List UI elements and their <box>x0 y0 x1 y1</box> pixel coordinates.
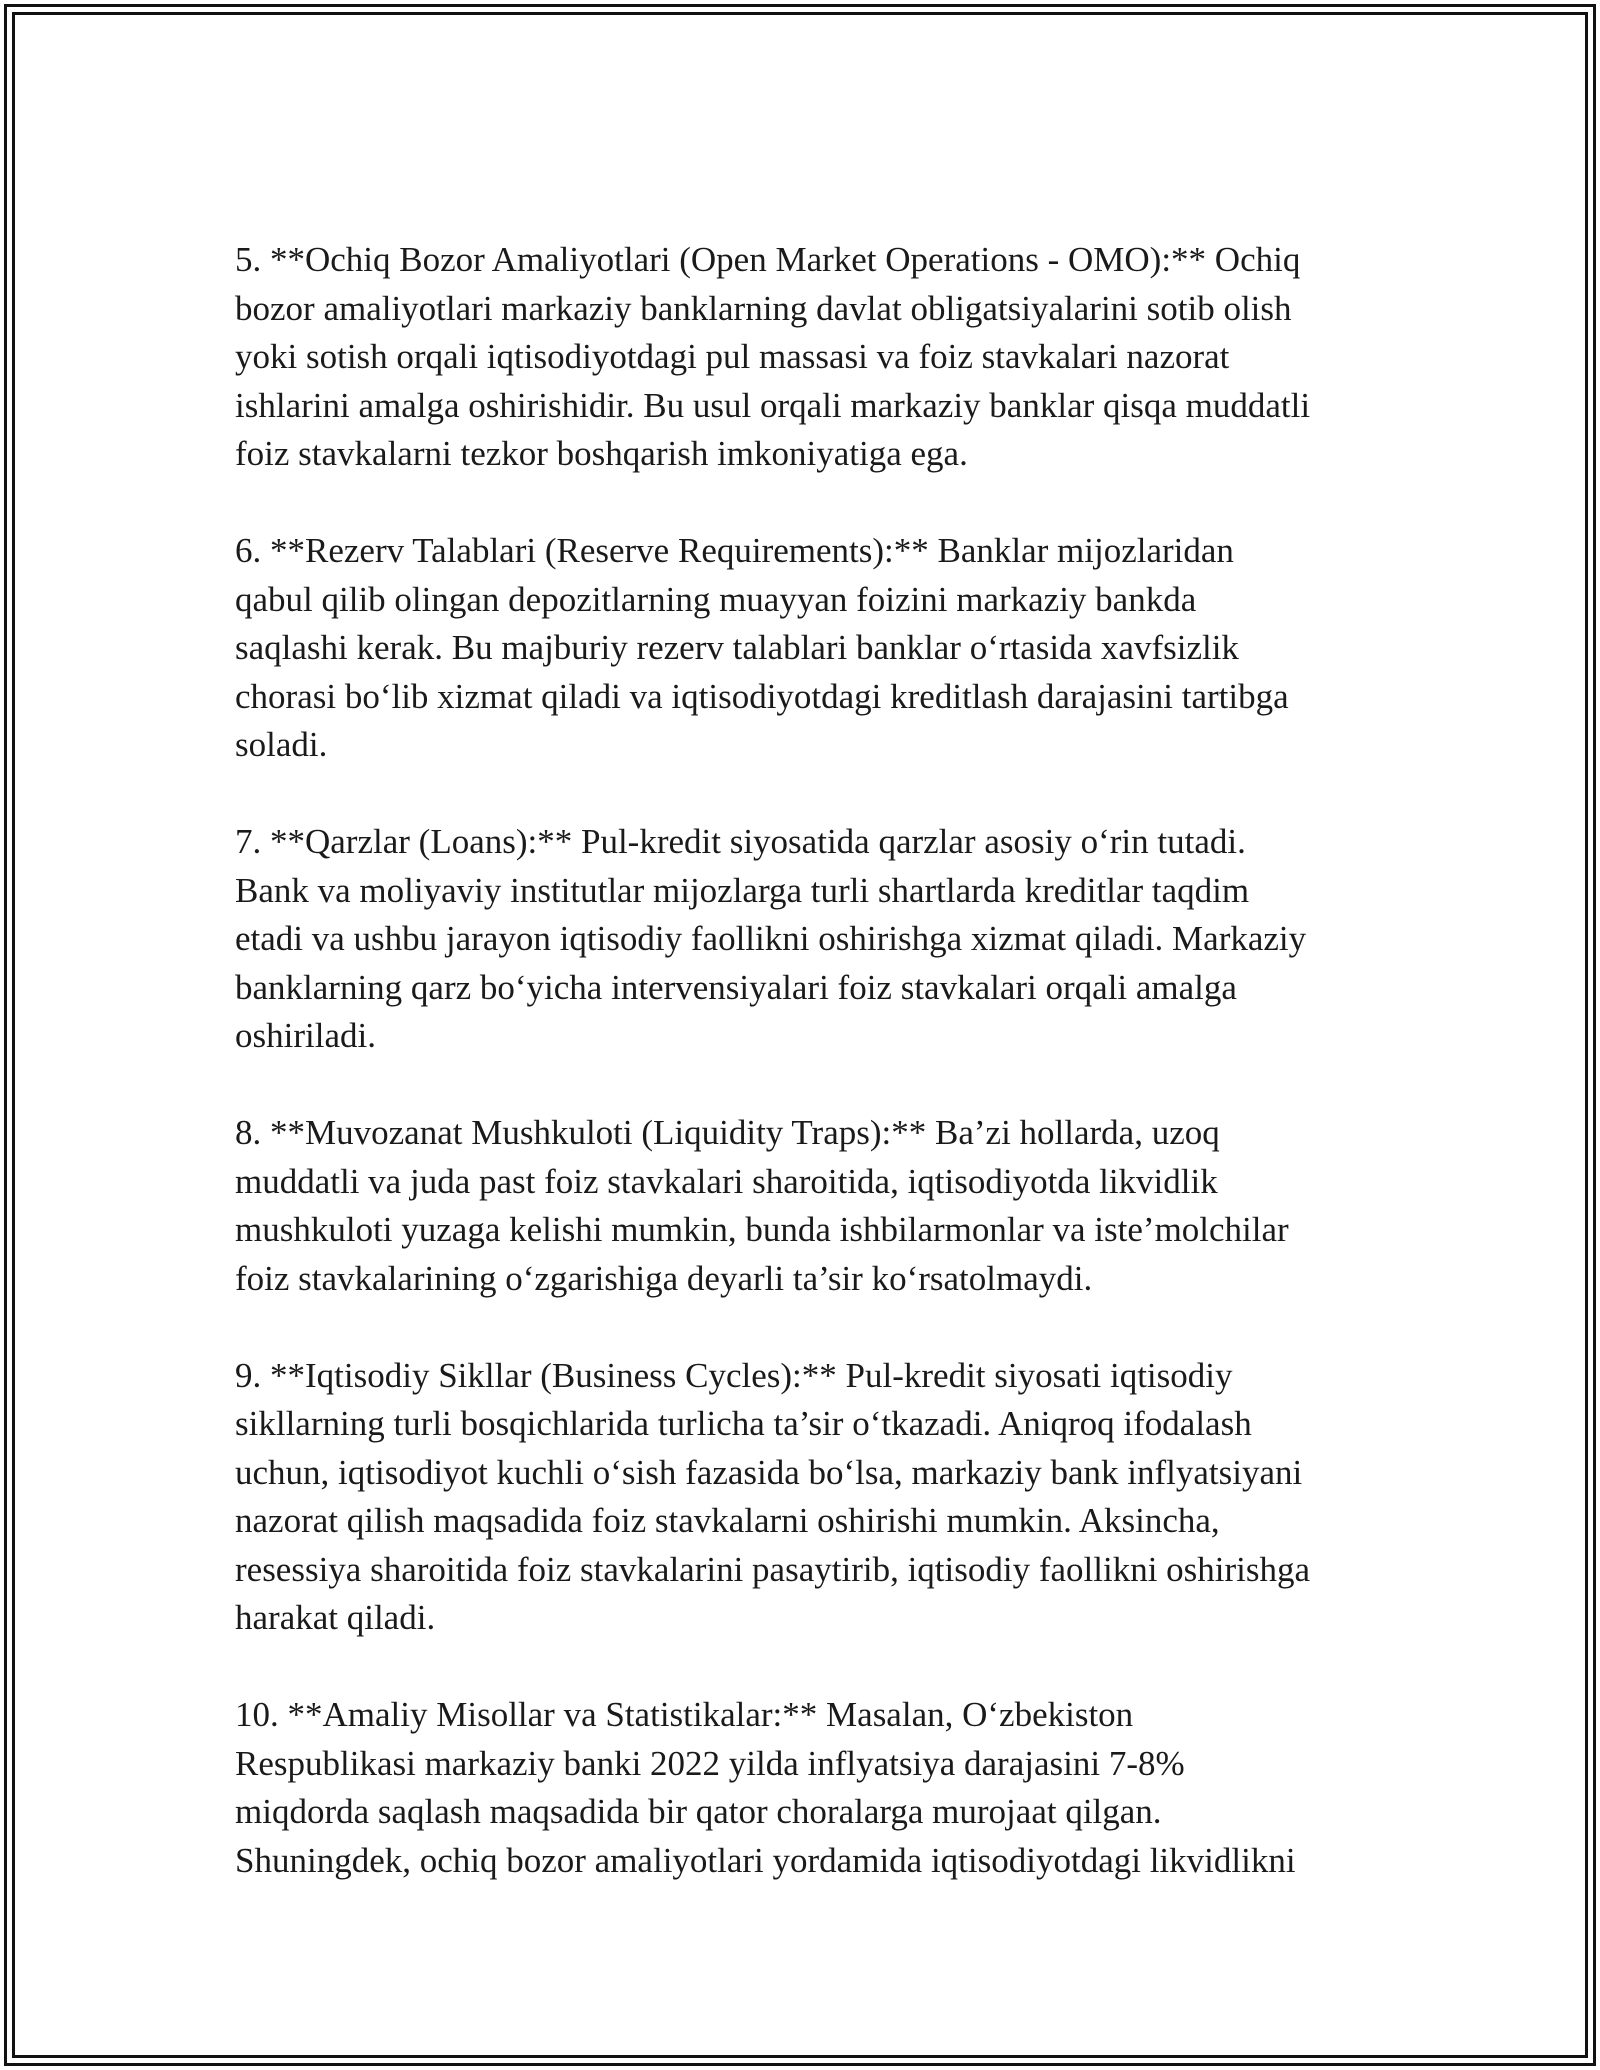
paragraph-practical-examples <box>235 1691 1370 1885</box>
text-line: etadi va ushbu jarayon iqtisodiy faollikni oshirishga xizmat qiladi. Markaziy <box>235 919 1307 958</box>
text-line: yoki sotish orqali iqtisodiyotdagi pul massasi va foiz stavkalari nazorat <box>235 337 1230 376</box>
text-line: mushkuloti yuzaga kelishi mumkin, bunda ishbilarmonlar va iste’molchilar <box>235 1210 1289 1249</box>
paragraph-loans <box>235 818 1370 1061</box>
text-line: 6. **Rezerv Talablari (Reserve Requirements):** Banklar mijozlaridan <box>235 531 1234 570</box>
text-line: ishlarini amalga oshirishidir. Bu usul orqali markaziy banklar qisqa muddatli <box>235 385 1311 425</box>
text-line: banklarning qarz bo‘yicha intervensiyalari foiz stavkalari orqali amalga <box>235 967 1237 1007</box>
text-line: miqdorda saqlash maqsadida bir qator choralarga murojaat qilgan. <box>235 1792 1162 1831</box>
text-line: Shuningdek, ochiq bozor amaliyotlari yordamida iqtisodiyotdagi likvidlikni <box>235 1840 1296 1880</box>
text-line: 9. **Iqtisodiy Sikllar (Business Cycles):** Pul-kredit siyosati iqtisodiy <box>235 1355 1233 1395</box>
text-line: saqlashi kerak. Bu majburiy rezerv talablari banklar o‘rtasida xavfsizlik <box>235 628 1239 667</box>
text-line: 10. **Amaliy Misollar va Statistikalar:** Masalan, O‘zbekiston <box>235 1695 1134 1734</box>
paragraph-reserve-requirements <box>235 527 1370 770</box>
text-line: chorasi bo‘lib xizmat qiladi va iqtisodiyotdagi kreditlash darajasini tartibga <box>235 676 1289 716</box>
paragraph-business-cycles <box>235 1352 1370 1643</box>
text-line: harakat qiladi. <box>235 1598 436 1637</box>
text-line: resessiya sharoitida foiz stavkalarini pasaytirib, iqtisodiy faollikni oshirishga <box>235 1549 1311 1589</box>
text-line: sikllarning turli bosqichlarida turlicha ta’sir o‘tkazadi. Aniqroq ifodalash <box>235 1404 1252 1443</box>
paragraph-open-market-operations <box>235 236 1370 479</box>
text-line: uchun, iqtisodiyot kuchli o‘sish fazasida bo‘lsa, markaziy bank inflyatsiyani <box>235 1452 1303 1492</box>
text-line: 8. **Muvozanat Mushkuloti (Liquidity Traps):** Ba’zi hollarda, uzoq <box>235 1113 1220 1152</box>
document-body <box>235 236 1370 1934</box>
text-line: foiz stavkalarining o‘zgarishiga deyarli ta’sir ko‘rsatolmaydi. <box>235 1258 1093 1298</box>
text-line: Bank va moliyaviy institutlar mijozlarga turli shartlarda kreditlar taqdim <box>235 870 1250 910</box>
text-line: 7. **Qarzlar (Loans):** Pul-kredit siyosatida qarzlar asosiy o‘rin tutadi. <box>235 822 1246 861</box>
text-line: 5. **Ochiq Bozor Amaliyotlari (Open Market Operations - OMO):** Ochiq <box>235 240 1301 279</box>
text-line: Respublikasi markaziy banki 2022 yilda inflyatsiya darajasini 7-8% <box>235 1743 1185 1783</box>
paragraph-liquidity-traps <box>235 1109 1370 1303</box>
text-line: soladi. <box>235 725 328 764</box>
text-line: muddatli va juda past foiz stavkalari sharoitida, iqtisodiyotda likvidlik <box>235 1161 1218 1201</box>
text-line: qabul qilib olingan depozitlarning muayyan foizini markaziy bankda <box>235 579 1197 619</box>
text-line: oshiriladi. <box>235 1016 376 1055</box>
text-line: foiz stavkalarni tezkor boshqarish imkoniyatiga ega. <box>235 434 968 473</box>
text-line: bozor amaliyotlari markaziy banklarning davlat obligatsiyalarini sotib olish <box>235 288 1292 328</box>
text-line: nazorat qilish maqsadida foiz stavkalarni oshirishi mumkin. Aksincha, <box>235 1501 1220 1540</box>
